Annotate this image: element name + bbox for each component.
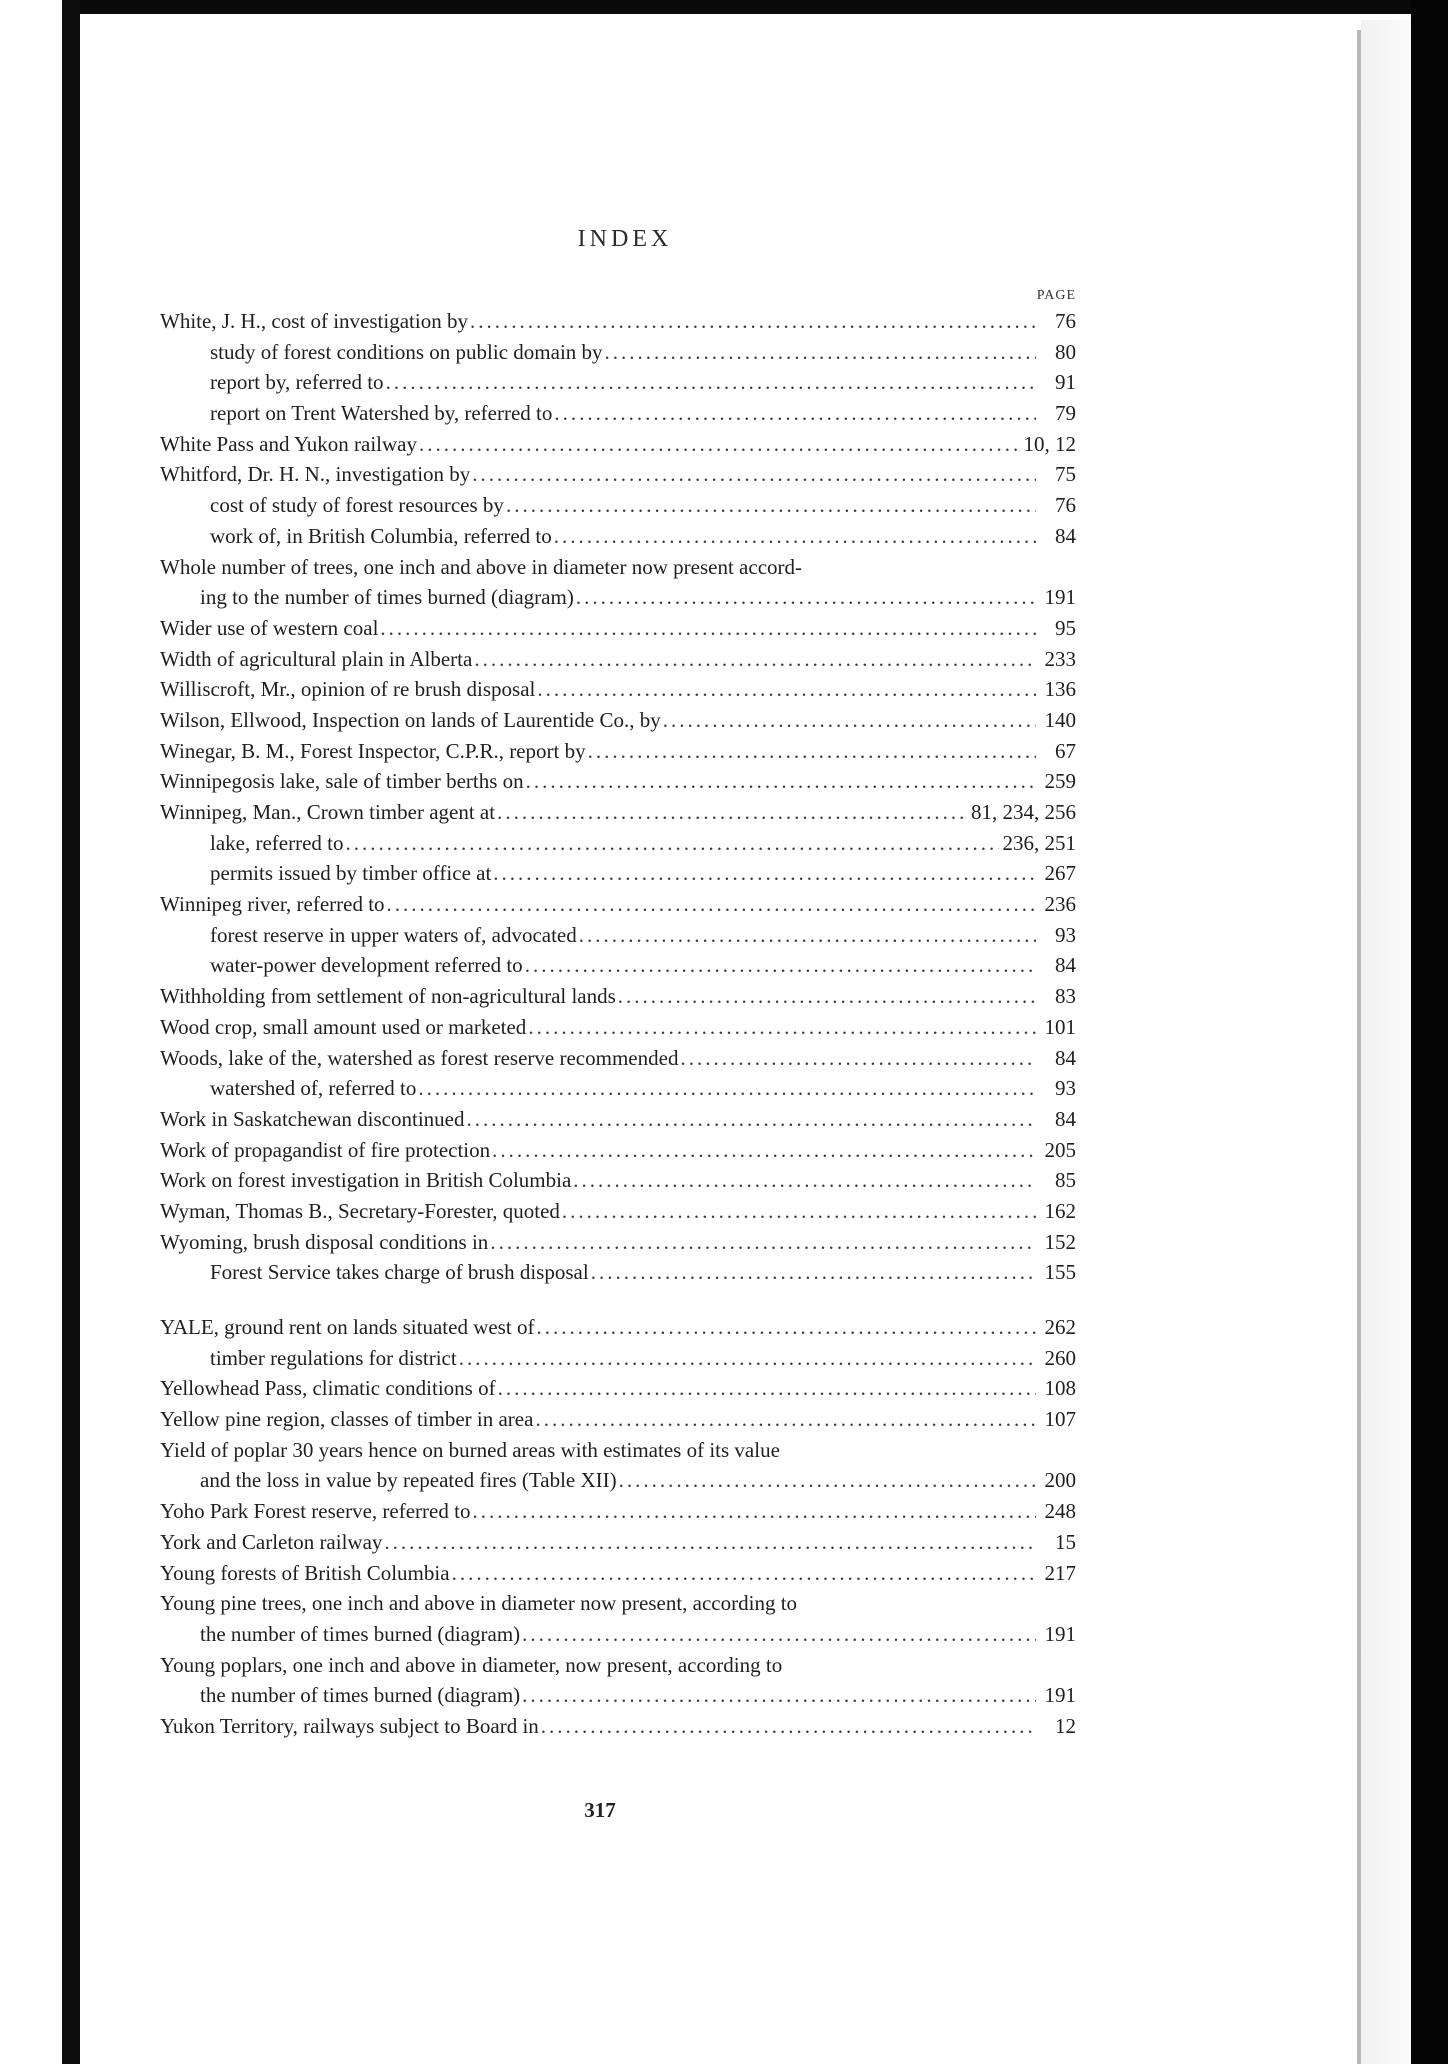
index-entry (160, 613, 1076, 644)
entry-page-number: 101 (1044, 1014, 1076, 1039)
dot-leader (522, 1619, 1036, 1650)
entry-page-number: 95 (1055, 615, 1076, 640)
index-entry (160, 429, 1076, 460)
index-entry (160, 1527, 1076, 1558)
index-entry (160, 1043, 1076, 1074)
entry-text: Whitford, Dr. H. N., investigation by (160, 462, 471, 487)
entry-text: the number of times burned (diagram) (200, 1621, 521, 1646)
dot-leader (380, 613, 1036, 644)
entry-text: Woods, lake of the, watershed as forest reserve recommended (160, 1045, 679, 1070)
scan-top-border (0, 0, 1448, 14)
dot-leader (493, 858, 1036, 889)
entry-text: study of forest conditions on public domain by (210, 339, 603, 364)
page-number: 317 (584, 1798, 616, 1822)
index-entry (160, 521, 1076, 552)
entry-text: Work in Saskatchewan discontinued (160, 1106, 465, 1131)
index-entry (160, 1257, 1076, 1288)
entry-text: water-power development referred to (210, 953, 523, 978)
dot-leader (554, 521, 1036, 552)
dot-leader (554, 398, 1036, 429)
entry-page-number: 233 (1044, 646, 1076, 671)
index-entry (160, 674, 1076, 705)
entry-page-number: 162 (1044, 1198, 1076, 1223)
index-entry (160, 1165, 1076, 1196)
index-entry (160, 1619, 1076, 1650)
entry-page-number: 85 (1055, 1168, 1076, 1193)
entry-text: Winegar, B. M., Forest Inspector, C.P.R., report by (160, 738, 586, 763)
dot-leader (472, 1496, 1036, 1527)
entry-page-number: 84 (1055, 1106, 1076, 1131)
index-entry (160, 1496, 1076, 1527)
dot-leader (506, 490, 1036, 521)
index-entry (160, 644, 1076, 675)
scan-binding-edge (62, 0, 80, 2064)
dot-leader (526, 766, 1036, 797)
index-entry (160, 1435, 1076, 1466)
dot-leader (618, 981, 1036, 1012)
dot-leader (579, 920, 1036, 951)
index-entry (160, 1711, 1076, 1742)
entry-page-number: 191 (1044, 1683, 1076, 1708)
entry-text: Work of propagandist of fire protection (160, 1137, 491, 1162)
index-entry (160, 337, 1076, 368)
index-entry (160, 1650, 1076, 1681)
entry-page-number: 262 (1044, 1315, 1076, 1339)
entry-page-number: 260 (1044, 1345, 1076, 1370)
dot-leader (541, 1711, 1036, 1742)
dot-leader (536, 1312, 1036, 1343)
entry-page-number: 10, 12 (1023, 431, 1076, 456)
entry-page-number: 191 (1044, 1621, 1076, 1646)
entry-text: Wyoming, brush disposal conditions in (160, 1229, 489, 1254)
dot-leader (459, 1343, 1036, 1374)
entry-page-number: 217 (1044, 1560, 1076, 1585)
entry-text: Wilson, Ellwood, Inspection on lands of Laurentide Co., by (160, 707, 661, 732)
entry-text: lake, referred to (210, 830, 344, 855)
entry-page-number: 15 (1055, 1529, 1076, 1554)
index-entry (160, 705, 1076, 736)
index-entry (160, 398, 1076, 429)
dot-leader (387, 889, 1036, 920)
entry-text: report by, referred to (210, 370, 384, 395)
dot-leader (498, 1373, 1036, 1404)
dot-leader (680, 1043, 1036, 1074)
index-entry (160, 1135, 1076, 1166)
scan-page-shade (1361, 20, 1411, 2064)
entry-text: Yellowhead Pass, climatic conditions of (160, 1376, 496, 1401)
page-title: INDEX (577, 226, 673, 252)
dot-leader (474, 644, 1036, 675)
index-entry (160, 306, 1076, 337)
entry-text: report on Trent Watershed by, referred to (210, 401, 553, 426)
index-entry (160, 1558, 1076, 1589)
entry-page-number: 84 (1055, 953, 1076, 978)
index-entry (160, 920, 1076, 951)
entry-text: York and Carleton railway (160, 1529, 383, 1554)
entry-text: Wyman, Thomas B., Secretary-Forester, quoted (160, 1198, 560, 1223)
entry-page-number: 136 (1044, 677, 1076, 702)
index-entry (160, 858, 1076, 889)
dot-leader (537, 674, 1036, 705)
entry-text: Width of agricultural plain in Alberta (160, 646, 473, 671)
index-entry (160, 889, 1076, 920)
entry-page-number: 107 (1044, 1407, 1076, 1432)
entry-page-number: 91 (1055, 370, 1076, 395)
dot-leader (386, 367, 1036, 398)
dot-leader (467, 1104, 1037, 1135)
entry-text: Withholding from settlement of non-agricultural lands (160, 984, 616, 1009)
entry-text: Winnipeg, Man., Crown timber agent at (160, 800, 496, 824)
dot-leader (576, 582, 1036, 613)
entry-text: the number of times burned (diagram) (200, 1683, 521, 1708)
entry-text: forest reserve in upper waters of, advocated (210, 922, 577, 947)
entry-page-number: 205 (1044, 1137, 1076, 1162)
entry-text: Whole number of trees, one inch and above in diameter now present accord- (160, 554, 802, 579)
dot-leader (573, 1165, 1036, 1196)
entry-text: Yellow pine region, classes of timber in area (160, 1407, 534, 1432)
index-entry (160, 1227, 1076, 1258)
dot-leader (525, 950, 1036, 981)
index-entry (160, 1196, 1076, 1227)
dot-leader (528, 1012, 1036, 1043)
page-column-label: PAGE (1036, 288, 1076, 303)
entry-page-number: 93 (1055, 1076, 1076, 1101)
index-entry (160, 490, 1076, 521)
entry-page-number: 12 (1055, 1713, 1076, 1738)
entry-text: Work on forest investigation in British Columbia (160, 1168, 572, 1193)
dot-leader (384, 1527, 1036, 1558)
index-entry (160, 950, 1076, 981)
entry-text: Young forests of British Columbia (160, 1560, 450, 1585)
index-entry (160, 766, 1076, 797)
entry-text: cost of study of forest resources by (210, 493, 504, 518)
entry-page-number: 76 (1055, 309, 1076, 333)
dot-leader (472, 459, 1036, 490)
index-entry (160, 582, 1076, 613)
dot-leader (619, 1465, 1036, 1496)
entry-text: White, J. H., cost of investigation by (160, 309, 468, 333)
entry-page-number: 75 (1055, 462, 1076, 487)
index-entry (160, 1104, 1076, 1135)
index-entry (160, 459, 1076, 490)
index-entry (160, 552, 1076, 583)
entry-page-number: 93 (1055, 922, 1076, 947)
index-entry (160, 1312, 1076, 1343)
dot-leader (492, 1135, 1036, 1166)
scan-left-margin (0, 0, 62, 2064)
dot-leader (419, 429, 1019, 460)
dot-leader (591, 1257, 1036, 1288)
entry-page-number: 84 (1055, 523, 1076, 548)
entry-page-number: 83 (1055, 984, 1076, 1009)
entry-page-number: 67 (1055, 738, 1076, 763)
entry-text: Wider use of western coal (160, 615, 379, 640)
index-list (160, 306, 1076, 1742)
dot-leader (562, 1196, 1036, 1227)
index-entry (160, 736, 1076, 767)
entry-page-number: 80 (1055, 339, 1076, 364)
entry-text: and the loss in value by repeated fires (Table XII) (200, 1468, 617, 1493)
index-entry (160, 1588, 1076, 1619)
entry-text: timber regulations for district (210, 1345, 457, 1370)
entry-text: watershed of, referred to (210, 1076, 417, 1101)
entry-page-number: 81, 234, 256 (971, 800, 1076, 824)
entry-page-number: 267 (1044, 861, 1076, 886)
entry-text: Young poplars, one inch and above in diameter, now present, according to (160, 1652, 783, 1677)
index-entry (160, 828, 1076, 859)
entry-page-number: 259 (1044, 769, 1076, 794)
entry-text: Yield of poplar 30 years hence on burned areas with estimates of its value (160, 1437, 780, 1462)
index-entry (160, 1404, 1076, 1435)
entry-text: Forest Service takes charge of brush disposal (210, 1260, 589, 1285)
entry-text: Williscroft, Mr., opinion of re brush disposal (160, 677, 536, 702)
index-entry (160, 797, 1076, 828)
entry-text: permits issued by timber office at (210, 861, 492, 886)
index-entry (160, 1373, 1076, 1404)
entry-text: Yoho Park Forest reserve, referred to (160, 1499, 471, 1524)
entry-text: ing to the number of times burned (diagram) (200, 585, 574, 610)
dot-leader (346, 828, 999, 859)
entry-page-number: 155 (1044, 1260, 1076, 1285)
entry-page-number: 79 (1055, 401, 1076, 426)
dot-leader (535, 1404, 1036, 1435)
index-entry (160, 1012, 1076, 1043)
entry-page-number: 191 (1044, 585, 1076, 610)
entry-text: Wood crop, small amount used or marketed (160, 1014, 527, 1039)
entry-page-number: 76 (1055, 493, 1076, 518)
index-entry (160, 1343, 1076, 1374)
index-entry (160, 981, 1076, 1012)
entry-text: Yukon Territory, railways subject to Board in (160, 1713, 539, 1738)
dot-leader (497, 797, 967, 828)
entry-page-number: 248 (1044, 1499, 1076, 1524)
index-entry (160, 1465, 1076, 1496)
entry-text: Winnipeg river, referred to (160, 892, 385, 917)
entry-text: work of, in British Columbia, referred to (210, 523, 552, 548)
entry-page-number: 236, 251 (1002, 830, 1076, 855)
dot-leader (470, 306, 1036, 337)
index-entry (160, 367, 1076, 398)
dot-leader (605, 337, 1036, 368)
entry-page-number: 84 (1055, 1045, 1076, 1070)
entry-text: White Pass and Yukon railway (160, 431, 418, 456)
entry-text: Young pine trees, one inch and above in diameter now present, according to (160, 1591, 798, 1616)
dot-leader (452, 1558, 1036, 1589)
entry-page-number: 108 (1044, 1376, 1076, 1401)
dot-leader (418, 1073, 1036, 1104)
index-entry (160, 1680, 1076, 1711)
dot-leader (490, 1227, 1036, 1258)
dot-leader (588, 736, 1036, 767)
entry-page-number: 200 (1044, 1468, 1076, 1493)
entry-text: YALE, ground rent on lands situated west of (160, 1315, 535, 1339)
dot-leader (663, 705, 1036, 736)
entry-page-number: 236 (1044, 892, 1076, 917)
entry-page-number: 152 (1044, 1229, 1076, 1254)
dot-leader (522, 1680, 1036, 1711)
index-entry (160, 1073, 1076, 1104)
entry-page-number: 140 (1044, 707, 1076, 732)
scan-right-border (1411, 0, 1448, 2064)
entry-text: Winnipegosis lake, sale of timber berths on (160, 769, 524, 794)
